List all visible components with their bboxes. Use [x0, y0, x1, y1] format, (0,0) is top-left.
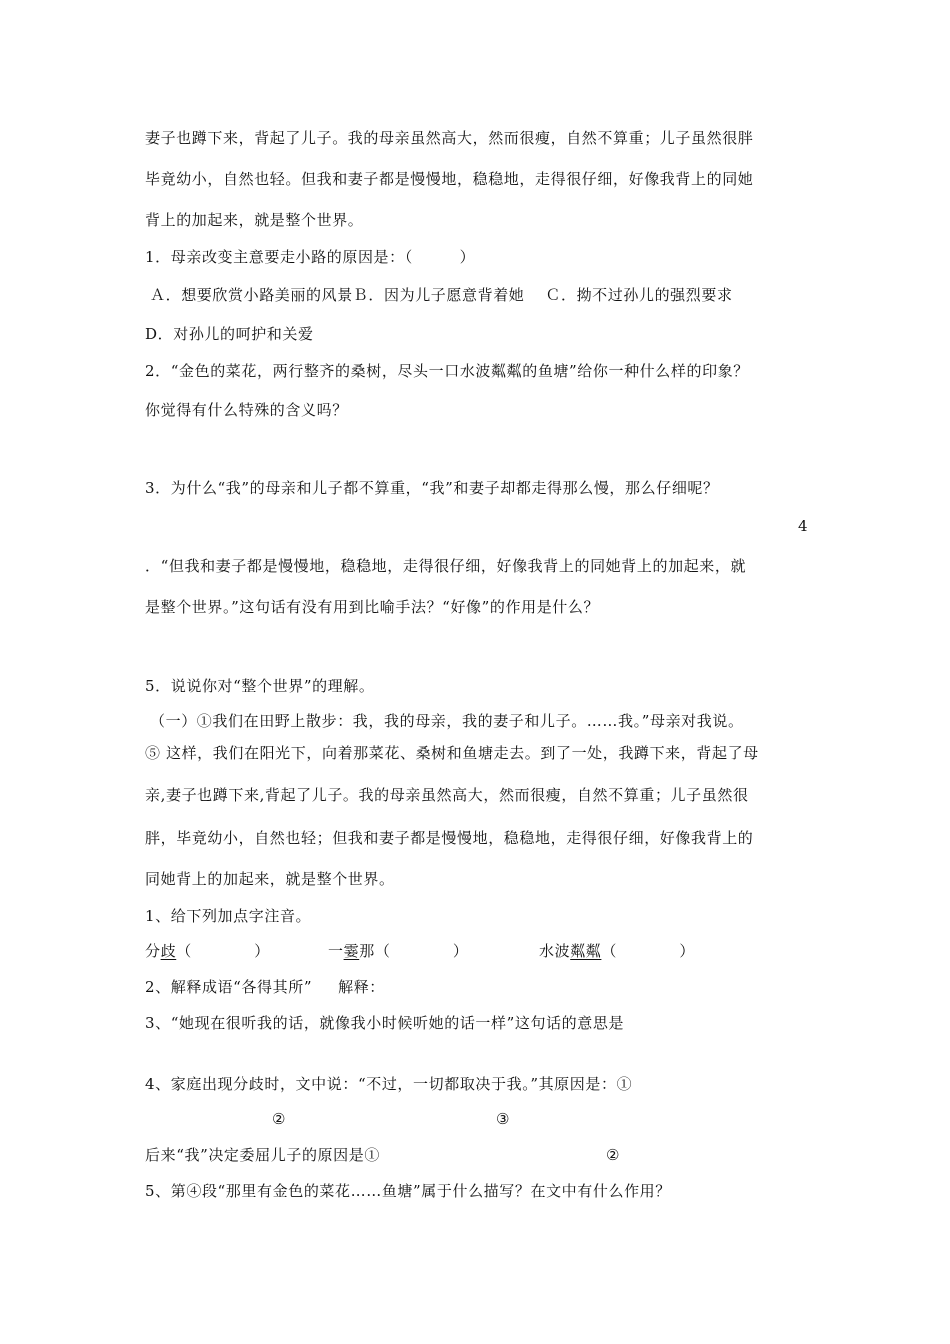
pinyin-item-1-word: 歧 — [160, 942, 177, 960]
pinyin-item-2-word: 霎 — [343, 942, 360, 960]
question-4-number: 4 — [798, 517, 808, 535]
exercise-4b: 后来“我”决定委屈儿子的原因是① — [145, 1146, 380, 1164]
exercise-4: 4、家庭出现分歧时，文中说：“不过，一切都取决于我。”其原因是：① — [145, 1075, 633, 1093]
exercise-2 — [145, 977, 385, 997]
question-5: 5．说说你对“整个世界”的理解。 — [145, 677, 375, 695]
question-4-line-2: 是整个世界。”这句话有没有用到比喻手法？“好像”的作用是什么？ — [145, 598, 600, 616]
pinyin-item-2-suffix: 那 — [359, 942, 375, 960]
exercise-4b-circle-2: ② — [606, 1146, 621, 1164]
passage1-line-3: 背上的加起来，就是整个世界。 — [145, 211, 364, 229]
exercise-1: 1、给下列加点字注音。 — [145, 907, 312, 925]
pinyin-item-1-blank: （ ） — [176, 942, 270, 960]
pinyin-item-3-blank: （ ） — [601, 942, 696, 960]
pinyin-item-2-blank: （ ） — [374, 942, 469, 960]
pinyin-item-1-prefix: 分 — [145, 942, 161, 960]
pinyin-item-3-prefix: 水波 — [539, 942, 571, 960]
exercise-2-prompt: 2、解释成语“各得其所” — [145, 978, 313, 996]
section2-line-2: ⑤ 这样，我们在阳光下，向着那菜花、桑树和鱼塘走去。到了一处，我蹲下来，背起了母 — [145, 744, 759, 762]
exercise-4-circle-3: ③ — [496, 1110, 511, 1128]
section2-line-3: 亲,妻子也蹲下来,背起了儿子。我的母亲虽然高大，然而很瘦，自然不算重；儿子虽然很 — [145, 786, 749, 804]
question-1-option-d: D．对孙儿的呵护和关爱 — [145, 325, 314, 343]
pinyin-item-2-prefix: 一 — [328, 942, 344, 960]
passage1-line-1: 妻子也蹲下来，背起了儿子。我的母亲虽然高大，然而很瘦，自然不算重；儿子虽然很胖 — [145, 129, 754, 147]
section2-line-4: 胖，毕竟幼小，自然也轻；但我和妻子都是慢慢地，稳稳地，走得很仔细，好像我背上的 — [145, 829, 754, 847]
exercise-3: 3、“她现在很听我的话，就像我小时候听她的话一样”这句话的意思是 — [145, 1014, 625, 1032]
question-4-line-1: ．“但我和妻子都是慢慢地，稳稳地，走得很仔细，好像我背上的同她背上的加起来，就 — [145, 557, 747, 575]
question-1-options: Ａ．想要欣赏小路美丽的风景Ｂ．因为儿子愿意背着她 Ｃ．拗不过孙儿的强烈要求 — [150, 286, 733, 304]
exercise-4-circle-2: ② — [272, 1110, 287, 1128]
question-3: 3．为什么“我”的母亲和儿子都不算重，“我”和妻子却都走得那么慢，那么仔细呢？ — [145, 479, 719, 497]
question-1-stem: 1．母亲改变主意要走小路的原因是：（ ） — [145, 248, 476, 266]
exercise-2-answer-label: 解释： — [338, 978, 385, 996]
pinyin-item-3 — [539, 941, 695, 961]
pinyin-item-3-word: 粼粼 — [570, 942, 602, 960]
pinyin-item-2 — [328, 941, 468, 961]
section2-line-1: （一）①我们在田野上散步：我，我的母亲，我的妻子和儿子。……我。”母亲对我说。 — [150, 712, 744, 730]
question-2-line-1: 2．“金色的菜花，两行整齐的桑树，尽头一口水波粼粼的鱼塘”给你一种什么样的印象？ — [145, 362, 749, 380]
passage1-line-2: 毕竟幼小，自然也轻。但我和妻子都是慢慢地，稳稳地，走得很仔细，好像我背上的同她 — [145, 170, 754, 188]
exercise-5: 5、第④段“那里有金色的菜花……鱼塘”属于什么描写？在文中有什么作用？ — [145, 1182, 671, 1200]
pinyin-item-1 — [145, 941, 270, 961]
section2-line-5: 同她背上的加起来，就是整个世界。 — [145, 870, 395, 888]
question-2-line-2: 你觉得有什么特殊的含义吗？ — [145, 401, 348, 419]
